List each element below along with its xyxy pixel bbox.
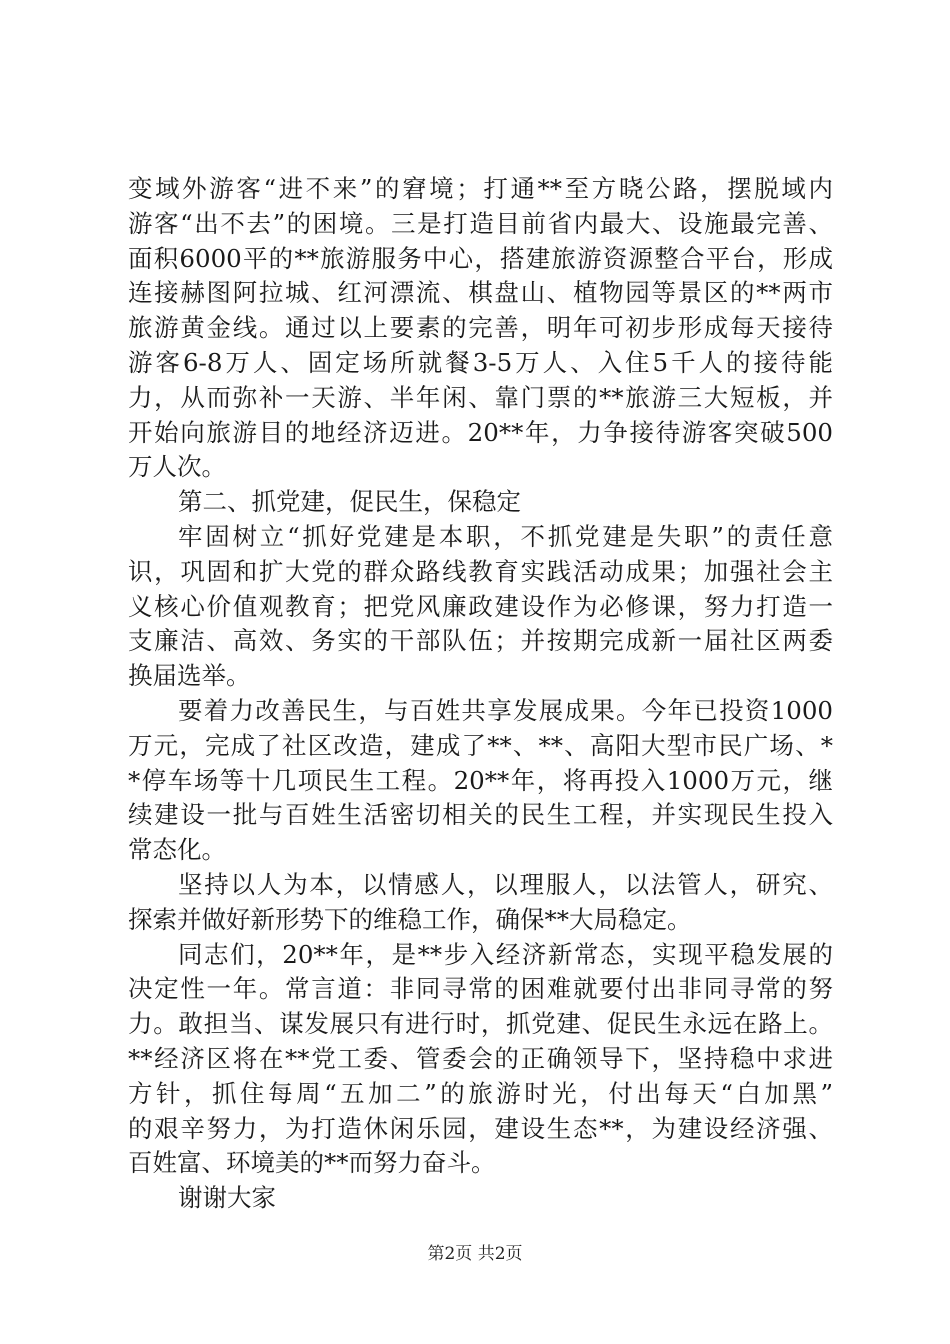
text-line: **经济区将在**党工委、管委会的正确领导下，坚持稳中求进 — [128, 1043, 833, 1073]
text-line: 旅游黄金线。通过以上要素的完善，明年可初步形成每天接待 — [128, 313, 833, 343]
text-line: 同志们，20**年，是**步入经济新常态，实现平稳发展的 — [178, 939, 833, 969]
text-line: 义核心价值观教育；把党风廉政建设作为必修课，努力打造一 — [128, 591, 833, 621]
text-line: 识，巩固和扩大党的群众路线教育实践活动成果；加强社会主 — [128, 556, 833, 586]
text-line: 万人次。 — [128, 452, 226, 482]
text-line: 牢固树立“抓好党建是本职，不抓党建是失职”的责任意 — [178, 521, 833, 551]
text-line: 常态化。 — [128, 835, 226, 865]
text-line: 要着力改善民生，与百姓共享发展成果。今年已投资1000 — [178, 695, 833, 725]
text-line: 力，从而弥补一天游、半年闲、靠门票的**旅游三大短板，并 — [128, 382, 833, 412]
text-line: 面积6000平的**旅游服务中心，搭建旅游资源整合平台，形成 — [128, 243, 833, 273]
text-line: 变域外游客“进不来”的窘境；打通**至方晓公路，摆脱域内 — [128, 174, 833, 203]
text-line: 万元，完成了社区改造，建成了**、**、高阳大型市民广场、* — [128, 730, 833, 760]
text-line: 的艰辛努力，为打造休闲乐园，建设生态**，为建设经济强、 — [128, 1113, 833, 1143]
text-line: *停车场等十几项民生工程。20**年，将再投入1000万元，继 — [128, 765, 833, 795]
text-line: 方针，抓住每周“五加二”的旅游时光，付出每天“白加黑” — [128, 1078, 833, 1108]
text-line: 游客“出不去”的困境。三是打造目前省内最大、设施最完善、 — [128, 208, 833, 238]
text-line: 续建设一批与百姓生活密切相关的民生工程，并实现民生投入 — [128, 800, 833, 830]
text-line: 换届选举。 — [128, 661, 251, 691]
page-footer: 第2页 共2页 — [427, 1244, 523, 1264]
text-line: 连接赫图阿拉城、红河漂流、棋盘山、植物园等景区的**两市 — [128, 278, 833, 308]
text-line: 游客6-8万人、固定场所就餐3-5万人、入住5千人的接待能 — [128, 347, 833, 377]
text-line: 第二、抓党建，促民生，保稳定 — [178, 487, 521, 517]
text-line: 谢谢大家 — [178, 1183, 276, 1213]
text-line: 力。敢担当、谋发展只有进行时，抓党建、促民生永远在路上。 — [128, 1009, 833, 1039]
text-line: 探索并做好新形势下的维稳工作，确保**大局稳定。 — [128, 904, 692, 934]
text-line: 开始向旅游目的地经济迈进。20**年，力争接待游客突破500 — [128, 417, 833, 447]
text-line: 百姓富、环境美的**而努力奋斗。 — [128, 1148, 496, 1178]
text-line: 支廉洁、高效、务实的干部队伍；并按期完成新一届社区两委 — [128, 626, 833, 656]
document-body — [128, 172, 833, 1216]
text-line: 坚持以人为本，以情感人，以理服人，以法管人，研究、 — [178, 869, 833, 899]
text-line: 决定性一年。常言道：非同寻常的困难就要付出非同寻常的努 — [128, 974, 833, 1004]
